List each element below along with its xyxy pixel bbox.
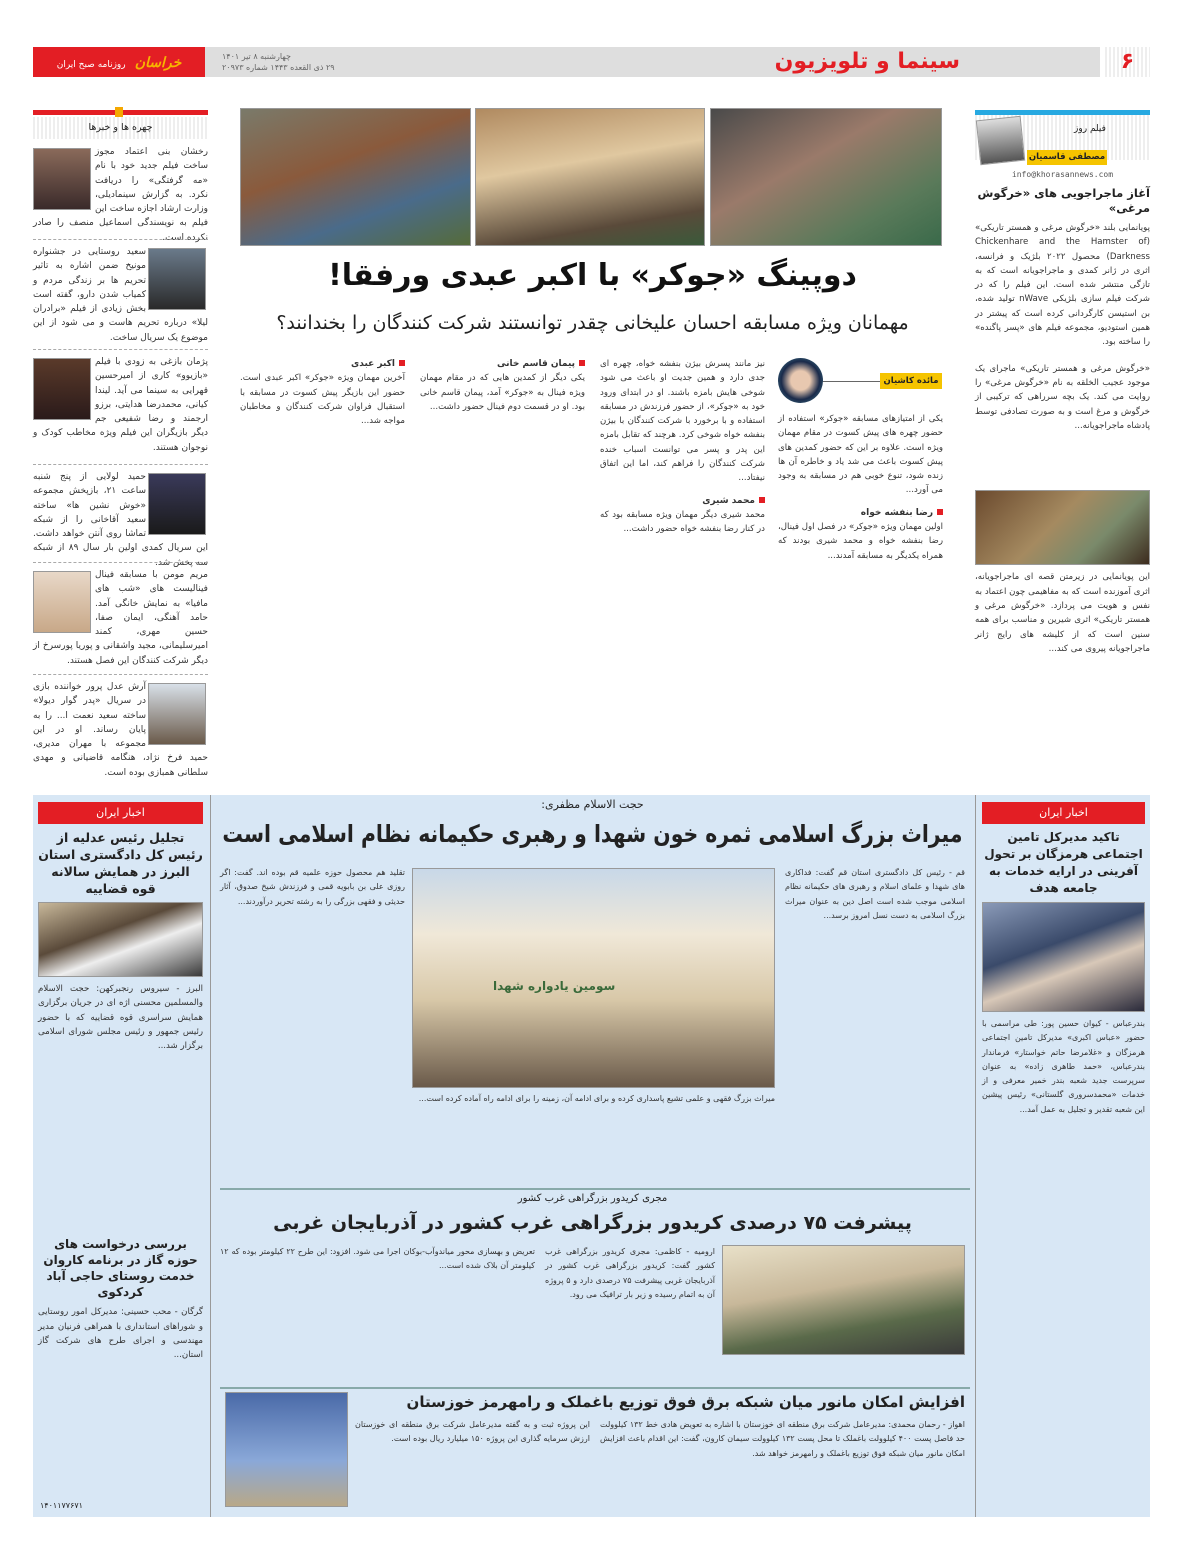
lead-author-photo [778, 358, 823, 403]
newspaper-logo [33, 47, 205, 77]
lead-author-name: مائده کاشیان [880, 373, 942, 389]
subhead-peyman-ghasemkhani: پیمان قاسم خانی [497, 359, 575, 369]
judiciary-ceremony-photo [38, 902, 203, 977]
social-security-ceremony-photo [982, 902, 1145, 1012]
film-review-para1: پویانمایی بلند «خرگوش مرغی و همستر تاریکی» (Chickenhare and the Hamster of Darkness) محصول ۲۰۲۲ بلژیک و فرانسه، اثری در ژانر کمدی و ماجراجویانه است که به تازگی منتشر شده است. این فیلم را که در شرکت فیلم سازی بلژیکی nWave تولید شده، بن استیسن کارگردانی کرده است که پیشتر در همین استودیو، مجموعه فیلم های «پسر پاگنده» را ساخته بود. [975, 223, 1150, 348]
left-news-column [38, 802, 203, 1497]
center-news-kicker: حجت الاسلام مظفری: [541, 798, 644, 811]
corridor-headline: پیشرفت ۷۵ درصدی کریدور بزرگراهی غرب کشور در آذربایجان غربی [273, 1212, 912, 1234]
subhead-mohammad-shiri: محمد شیری [702, 495, 755, 506]
corridor-text-2: تعریض و بهسازی محور میاندوآب-بوکان اجرا می شود. افزود: این طرح ۲۲ کیلومتر بوده که ۱۲ کیلومتر آن بلاک شده است... [220, 1247, 536, 1271]
left-news-text-2: گرگان - محب حسینی: مدیرکل امور روستایی و شوراهای استانداری با همراهی فرنیان مدیر مهندسی و اجرای طرح های شرکت گاز استان... [38, 1307, 203, 1361]
date-block [222, 51, 362, 73]
lead-column-2 [600, 357, 765, 767]
right-news-text: بندرعباس - کیوان حسین پور: طی مراسمی با حضور «عباس اکبری» مدیرکل تامین اجتماعی هرمزگان و «غلامرضا حاتم خواستار» فرماندار بندرعباس، «حمد طاهری زاده» به عنوان سرپرست جدید شعبه بندر خمیر معرفی و از خدمات «محمدسروری گلستانی» رئیس پیشین این شعبه تقدیر و تجلیل به عمل آمد... [982, 1019, 1145, 1114]
date-line-1: چهارشنبه ۸ تیر ۱۴۰۱ [222, 52, 291, 61]
face-news-item: مریم مومن با مسابقه فینال فینالیست های «شب های مافیا» به نمایش خانگی آمد. حامد آهنگی، ایمان صفا، حسین مهری، کمند امیرسلیمانی، مجید واشقانی و پوریا پورسرخ از دیگر شرکت کنندگان این فصل هستند. [33, 570, 208, 666]
power-grid-text-1: اهواز - رحمان محمدی: مدیرعامل شرکت برق منطقه ای خوزستان با اشاره به تعویض هادی خط ۱۳۲ کیلوولت حد فاصل پست ۴۰۰ کیلوولت باغملک تا محل پست ۱۳۲ کیلوولت سیمان کارون، گفت: این اقدام باعث افزایش امکان مانور میان شبکه فوق توزیع باغملک و رامهرمز خواهد شد. [600, 1420, 966, 1458]
subhead-peyman-text: یکی دیگر از کمدین هایی که در مقام مهمان ویژه فینال به «جوکر» آمد، پیمان قاسم خانی بود. او در قسمت دوم فینال حضور داشت... [420, 373, 585, 412]
face-news-item: سعید روستایی در جشنواره مونیخ ضمن اشاره به تاثیر تحریم ها بر زندگی مردم و کمیاب شدن دارو، گفته است بخش زیادی از فیلم «برادران لیلا» درباره تحریم هاست و می شود از این موضوع یک سریال ساخت. [33, 247, 208, 343]
lead-photo-akbar-abdi [240, 108, 471, 246]
page-number: ۶ [1120, 49, 1135, 74]
film-column-label: فیلم روز [1074, 124, 1106, 134]
left-news-headline: تجلیل رئیس عدلیه از رئیس کل دادگستری استان البرز در همایش سالانه قوه قضاییه [38, 830, 203, 896]
faces-label: چهره ها و خبرها [33, 117, 208, 139]
lead-photo-guests [475, 108, 705, 246]
face-news-item: پژمان بازغی به زودی با فیلم «بازیوو» کاری از امیرحسین قهرایی به سینما می آید. لیندا کیانی، محمدرضا هدایتی، برزو ارجمند و رضا شفیعی جم دیگر بازیگران این فیلم ویژه مخاطب کودک و نوجوان هستند. [33, 357, 208, 453]
subhead-akbar-abdi: اکبر عبدی [351, 359, 395, 369]
lead-column-3 [420, 357, 585, 767]
page-number-box [1105, 47, 1150, 77]
power-grid-text-2: این پروژه ثبت و به گفته مدیرعامل شرکت برق منطقه ای خوزستان ارزش سرمایه گذاری این پروژه ۱۵۰ میلیارد ریال بوده است. [355, 1420, 590, 1444]
lead-column-4 [240, 357, 405, 767]
divider [33, 562, 208, 563]
cleric-speech-photo [412, 868, 775, 1088]
divider [33, 349, 208, 350]
section-title: سینما و تلویزیون [774, 49, 960, 74]
subhead-reza-text: اولین مهمان ویژه «جوکر» در فصل اول فینال، رضا بنفشه خواه و محمد شیری بودند که همراه یکدیگر به مسابقه آمدند... [778, 522, 943, 561]
divider [33, 239, 208, 240]
lead-author-line [823, 381, 883, 382]
face-news-item: رخشان بنی اعتماد مجوز ساخت فیلم جدید خود با نام «مه گرفتگی» را دریافت نکرد. به گزارش سینمادیلی، وزارت ارشاد اجازه ساخت این فیلم به نویسندگی اسماعیل منصف را صادر نکرده است. [33, 147, 208, 243]
lead-col2-text: نیز مانند پسرش بیژن بنفشه خواه، چهره ای جدی دارد و همین جدیت او باعث می شود شوخی هایش بامزه باشند. او در ابتدای ورود خود به «جوکر»، از حضور فرزندش در مسابقه استفاده و با برخورد با شرکت کنندگان با بیژن بنفشه خواه شوخی کرد. هرچند که تقابل بامزه این پدر و پسر می توانست اسباب خنده شرکت کنندگان را فراهم کند، اما این اتفاق نیفتاد... [600, 359, 765, 484]
author-photo [976, 116, 1025, 165]
face-news-item: حمید لولایی از پنج شنبه ساعت ۲۱، بازپخش مجموعه «خوش نشین ها» ساخته سعید آقاخانی را از شبکه تماشا روی آنتن خواهد داشت. این سریال کمدی اولین بار سال ۸۹ از شبکه سه پخش شد. [33, 472, 208, 568]
film-review-para3: این پویانمایی در زیرمتن قصه ای ماجراجویانه، اثری آموزنده است که به مفاهیمی چون اعتماد به نفس و هویت می پردازد. «خرگوش مرغی و همستر تاریکی» اثری شیرین و مناسب برای همه سنین است که از کلیشه های رایج ژانر ماجراجویانه پیروی می کند... [975, 572, 1150, 654]
corridor-meeting-photo [722, 1245, 965, 1355]
lead-column-1 [778, 412, 943, 767]
chickenhare-film-still [975, 490, 1150, 565]
lead-subheadline: مهمانان ویژه مسابقه احسان علیخانی چقدر توانستند شرکت کنندگان را بخندانند؟ [276, 312, 909, 334]
lead-headline: دوپینگ «جوکر» با اکبر عبدی ورفقا! [328, 258, 857, 293]
corridor-text-1: ارومیه - کاظمی: مجری کریدور بزرگراهی غرب کشور گفت: کریدور بزرگراهی غرب کشور در آذربایجان غربی پیشرفت ۷۵ درصدی دارد و ۵ پروژه آن به اتمام رسیده و زیر بار ترافیک می رود. [545, 1247, 715, 1299]
ad-code: ۱۴۰۱۱۷۷۶۷۱ [40, 1501, 83, 1510]
lead-intro: یکی از امتیازهای مسابقه «جوکر» استفاده از حضور چهره های پیش کسوت در مقام مهمان ویژه است. علاوه بر این که حضور کمدین های پیش کسوت باعث می شد یاد و خاطره آن ها زنده شود، تنوع خوبی هم در مسابقه به وجود می آورد... [778, 414, 943, 496]
center-news-text-3: میراث بزرگ فقهی و علمی تشیع پاسداری کرده و برای ادامه آن، زمینه را برای ادامه راه آماده کرده است... [418, 1094, 775, 1103]
center-news-headline: میراث بزرگ اسلامی ثمره خون شهدا و رهبری حکیمانه نظام اسلامی است [222, 820, 963, 848]
face-news-item: آرش عدل پرور خواننده بازی در سریال «پدر گوار دیولا» ساخته سعید نعمت ا... را به پایان رساند. او در این مجموعه با مهران مدیری، حمید فرخ نژاد، هنگامه قاضیانی و مهدی سلطانی همبازی بوده است. [33, 682, 208, 778]
power-lines-photo [225, 1392, 348, 1507]
film-review-title: آغاز ماجراجویی های «خرگوش مرغی» [977, 186, 1150, 215]
center-news-text-1: قم - رئیس کل دادگستری استان قم گفت: فداکاری های شهدا و علمای اسلام و رهبری های حکیمانه نظام اسلامی موجب شده است اصل دین به عنوان میراث بزرگ اسلامی به دست نسل امروز برسد... [785, 868, 965, 920]
left-news-label: اخبار ایران [38, 802, 203, 824]
subhead-akbar-text: آخرین مهمان ویژه «جوکر» اکبر عبدی است. حضور این بازیگر پیش کسوت در مسابقه با استقبال فراوان شرکت کنندگان و مخاطبان مواجه شد... [240, 373, 405, 427]
film-review-para2: «خرگوش مرغی و همستر تاریکی» ماجرای یک موجود عجیب الخلقه به نام «خرگوش مرغی» را روایت می کند. یک بچه سرراهی که ترکیبی از خرگوش و مرغ است و به صورت تصادفی توسط پادشاه ماجراجویانه... [975, 363, 1150, 432]
date-line-2: ۲۹ ذی القعده ۱۴۴۳ شماره ۲۰۹۷۳ [222, 63, 335, 72]
divider [33, 674, 208, 675]
subhead-shiri-text: محمد شیری دیگر مهمان ویژه مسابقه بود که در کنار رضا بنفشه خواه حضور داشت... [600, 509, 765, 535]
subhead-reza-banafsheh: رضا بنفشه خواه [860, 507, 933, 518]
right-news-headline: تاکید مدیرکل تامین اجتماعی هرمزگان بر تحول آفرینی در ارایه خدمات به جامعه هدف [984, 830, 1143, 895]
photo-banner: سومین یادواره شهدا [493, 979, 616, 993]
right-news-column [982, 802, 1145, 1510]
logo-tagline: روزنامه صبح ایران [56, 60, 126, 70]
left-news-headline-2: بررسی درخواست های حوزه گاز در برنامه کاروان خدمت روستای حاجی آباد کردکوی [43, 1237, 198, 1300]
film-author-email: info@khorasannews.com [1011, 170, 1114, 179]
logo-name: خراسان [134, 55, 182, 71]
power-grid-headline: افزایش امکان مانور میان شبکه برق فوق توزیع باغملک و رامهرمز خوزستان [406, 1393, 965, 1411]
corridor-kicker: مجری کریدور بزرگراهی غرب کشور [517, 1193, 668, 1204]
right-news-label: اخبار ایران [982, 802, 1145, 824]
film-review-body [975, 186, 1150, 768]
divider [33, 464, 208, 465]
film-author-name: مصطفی قاسمیان [1027, 150, 1107, 165]
left-news-text: البرز - سیروس رنجبرکهن: حجت الاسلام والمسلمین محسنی اژه ای در جریان برگزاری همایش سراسری قوه قضاییه که با حضور رئیس جمهور و رئیس مجلس شورای اسلامی برگزار شد... [38, 984, 203, 1052]
lead-photo-laughing-guest [710, 108, 942, 246]
center-news-text-2: تقلید هم محصول حوزه علمیه قم بوده اند. گفت: اگر روزی علی بن بابویه قمی و فرزندش شیخ صدوق، آثار حدیثی و فقهی بزرگی را به رشته تحریر درآوردند... [220, 868, 405, 906]
